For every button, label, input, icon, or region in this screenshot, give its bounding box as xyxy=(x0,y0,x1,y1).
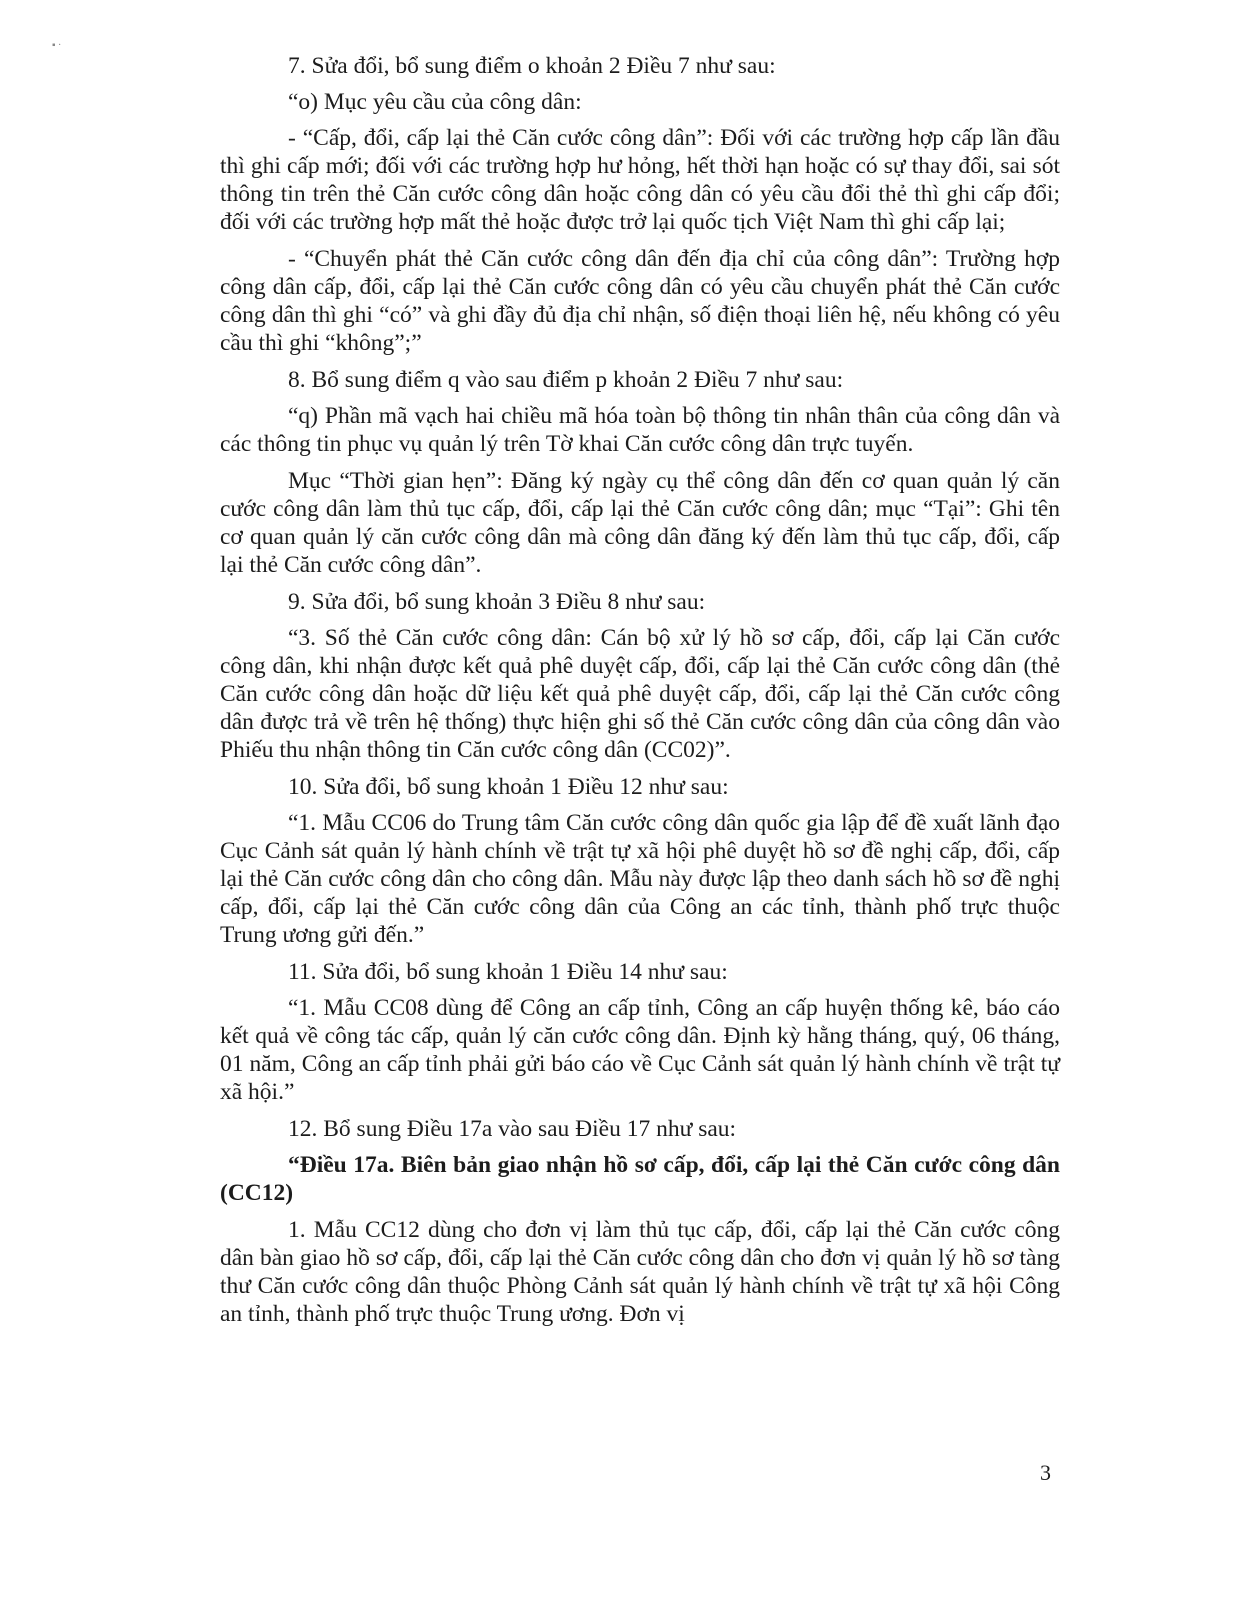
section-8-heading: 8. Bổ sung điểm q vào sau điểm p khoản 2 Điều 7 như sau: xyxy=(288,367,844,393)
clause-1-form-cc06: “1. Mẫu CC06 do Trung tâm Căn cước công dân quốc gia lập để đề xuất lãnh đạo Cục Cảnh sát quản lý hành chính về trật tự xã hội phê duyệt hồ sơ đề nghị cấp, đổi, cấp lại thẻ Căn cước công dân cho công dân. Mẫu này được lập theo danh sách hồ sơ đề nghị cấp, đổi, cấp lại thẻ Căn cước công dân của Công an các tỉnh, thành phố trực thuộc Trung ương gửi đến.” xyxy=(220,810,1060,948)
item-q-appointment: Mục “Thời gian hẹn”: Đăng ký ngày cụ thể công dân đến cơ quan quản lý căn cước công dân làm thủ tục cấp, đổi, cấp lại thẻ Căn cước công dân; mục “Tại”: Ghi tên cơ quan quản lý căn cước công dân mà công dân đăng ký đến làm thủ tục cấp, đổi, cấp lại thẻ Căn cước công dân”. xyxy=(220,468,1060,578)
scan-speck: ▪ · xyxy=(52,40,62,51)
item-o-card-request: - “Cấp, đổi, cấp lại thẻ Căn cước công dân”: Đối với các trường hợp cấp lần đầu thì ghi cấp mới; đối với các trường hợp hư hỏng, hết thời hạn hoặc có sự thay đổi, sai sót thông tin trên thẻ Căn cước công dân hoặc công dân có yêu cầu đổi thẻ thì ghi cấp đổi; đối với các trường hợp mất thẻ hoặc được trở lại quốc tịch Việt Nam thì ghi cấp lại; xyxy=(220,125,1060,235)
document-body xyxy=(220,52,1060,1337)
page-number: 3 xyxy=(1040,1460,1051,1485)
section-9-heading: 9. Sửa đổi, bổ sung khoản 3 Điều 8 như sau: xyxy=(288,589,706,615)
item-q-barcode: “q) Phần mã vạch hai chiều mã hóa toàn bộ thông tin nhân thân của công dân và các thông tin phục vụ quản lý trên Tờ khai Căn cước công dân trực tuyến. xyxy=(220,403,1060,457)
article-17a-title: “Điều 17a. Biên bản giao nhận hồ sơ cấp, đổi, cấp lại thẻ Căn cước công dân (CC12) xyxy=(220,1152,1060,1206)
clause-1-form-cc08: “1. Mẫu CC08 dùng để Công an cấp tỉnh, Công an cấp huyện thống kê, báo cáo kết quả về công tác cấp, quản lý căn cước công dân. Định kỳ hằng tháng, quý, 06 tháng, 01 năm, Công an cấp tỉnh phải gửi báo cáo về Cục Cảnh sát quản lý hành chính về trật tự xã hội.” xyxy=(220,995,1060,1105)
section-12-heading: 12. Bổ sung Điều 17a vào sau Điều 17 như sau: xyxy=(288,1116,737,1142)
item-o-card-delivery: - “Chuyển phát thẻ Căn cước công dân đến địa chỉ của công dân”: Trường hợp công dân cấp, đổi, cấp lại thẻ Căn cước công dân có yêu cầu chuyển phát thẻ Căn cước công dân thì ghi “có” và ghi đầy đủ địa chỉ nhận, số điện thoại liên hệ, nếu không có yêu cầu thì ghi “không”;” xyxy=(220,246,1060,356)
item-o-title: “o) Mục yêu cầu của công dân: xyxy=(288,89,582,115)
section-7-heading: 7. Sửa đổi, bổ sung điểm o khoản 2 Điều 7 như sau: xyxy=(288,53,776,79)
section-11-heading: 11. Sửa đổi, bổ sung khoản 1 Điều 14 như sau: xyxy=(288,959,728,985)
clause-3-card-number: “3. Số thẻ Căn cước công dân: Cán bộ xử lý hồ sơ cấp, đổi, cấp lại Căn cước công dân, khi nhận được kết quả phê duyệt cấp, đổi, cấp lại thẻ Căn cước công dân (thẻ Căn cước công dân hoặc dữ liệu kết quả phê duyệt cấp, đổi, cấp lại thẻ Căn cước công dân được trả về trên hệ thống) thực hiện ghi số thẻ Căn cước công dân của công dân vào Phiếu thu nhận thông tin Căn cước công dân (CC02)”. xyxy=(220,625,1060,763)
clause-1-form-cc12: 1. Mẫu CC12 dùng cho đơn vị làm thủ tục cấp, đổi, cấp lại thẻ Căn cước công dân bàn giao hồ sơ cấp, đổi, cấp lại thẻ Căn cước công dân cho đơn vị quản lý hồ sơ tàng thư Căn cước công dân thuộc Phòng Cảnh sát quản lý hành chính về trật tự xã hội Công an tỉnh, thành phố trực thuộc Trung ương. Đơn vị xyxy=(220,1217,1060,1327)
section-10-heading: 10. Sửa đổi, bổ sung khoản 1 Điều 12 như sau: xyxy=(288,774,729,800)
